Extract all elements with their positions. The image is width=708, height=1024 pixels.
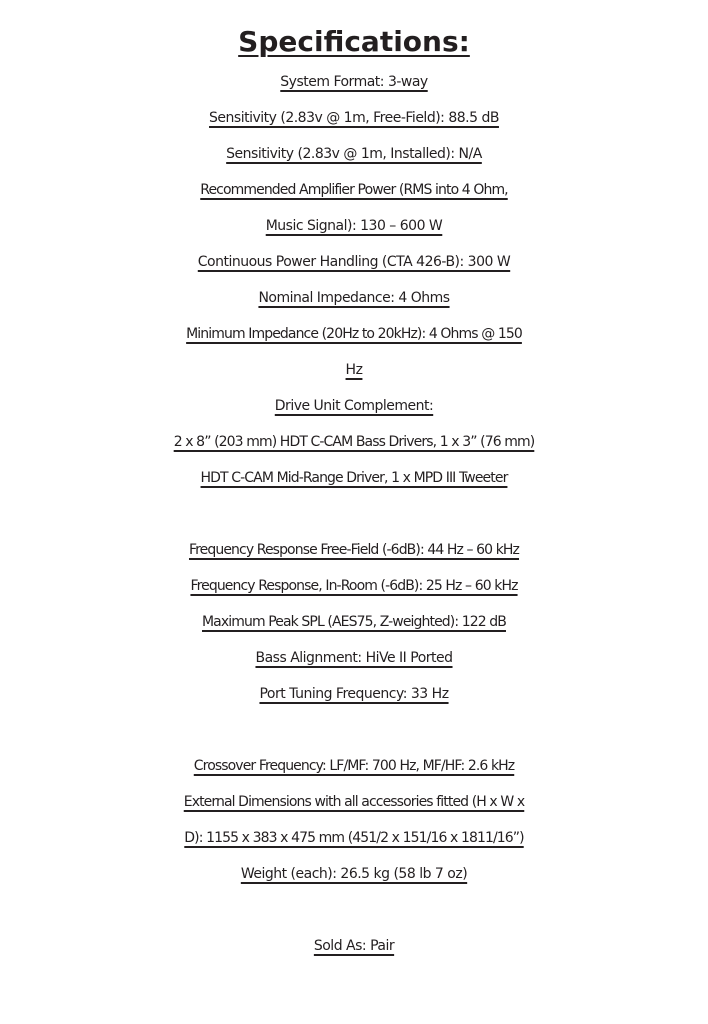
spec-crossover-frequency: Crossover Frequency: LF/MF: 700 Hz, MF/HF: 2.6 kHz xyxy=(193,758,515,774)
spec-external-dimensions-line1: External Dimensions with all accessories fitted (H x W x xyxy=(183,794,525,810)
spec-frequency-response-free-field: Frequency Response Free-Field (-6dB): 44 Hz – 60 kHz xyxy=(188,542,520,558)
spec-drive-unit-complement-line2: HDT C-CAM Mid-Range Driver, 1 x MPD III Tweeter xyxy=(200,470,508,486)
spec-nominal-impedance: Nominal Impedance: 4 Ohms xyxy=(258,290,450,306)
section-spacer xyxy=(0,712,708,748)
spec-external-dimensions-line2: D): 1155 x 383 x 475 mm (451/2 x 151/16 x 1811/16”) xyxy=(184,830,524,846)
spec-recommended-amp-power-line2: Music Signal): 130 – 600 W xyxy=(265,218,443,234)
spec-sensitivity-free-field: Sensitivity (2.83v @ 1m, Free-Field): 88.5 dB xyxy=(209,110,499,126)
spec-system-format: System Format: 3-way xyxy=(280,74,428,90)
section-spacer xyxy=(0,892,708,928)
spec-sold-as: Sold As: Pair xyxy=(313,938,395,954)
page-title: Specifications: xyxy=(238,25,470,58)
spec-drive-unit-complement-line1: 2 x 8” (203 mm) HDT C-CAM Bass Drivers, 1 x 3” (76 mm) xyxy=(173,434,535,450)
spec-weight: Weight (each): 26.5 kg (58 lb 7 oz) xyxy=(240,866,468,882)
spec-recommended-amp-power-line1: Recommended Amplifier Power (RMS into 4 Ohm, xyxy=(200,182,508,198)
spec-port-tuning-frequency: Port Tuning Frequency: 33 Hz xyxy=(259,686,449,702)
spec-maximum-peak-spl: Maximum Peak SPL (AES75, Z-weighted): 122 dB xyxy=(202,614,506,630)
spec-bass-alignment: Bass Alignment: HiVe II Ported xyxy=(255,650,453,666)
spec-minimum-impedance-line2: Hz xyxy=(345,362,363,378)
spec-drive-unit-complement-heading: Drive Unit Complement: xyxy=(274,398,434,414)
section-spacer xyxy=(0,496,708,532)
spec-list xyxy=(0,64,708,964)
spec-frequency-response-in-room: Frequency Response, In-Room (-6dB): 25 Hz – 60 kHz xyxy=(190,578,518,594)
spec-minimum-impedance-line1: Minimum Impedance (20Hz to 20kHz): 4 Ohms @ 150 xyxy=(186,326,522,342)
spec-sensitivity-installed: Sensitivity (2.83v @ 1m, Installed): N/A xyxy=(226,146,482,162)
spec-continuous-power-handling: Continuous Power Handling (CTA 426-B): 300 W xyxy=(197,254,511,270)
